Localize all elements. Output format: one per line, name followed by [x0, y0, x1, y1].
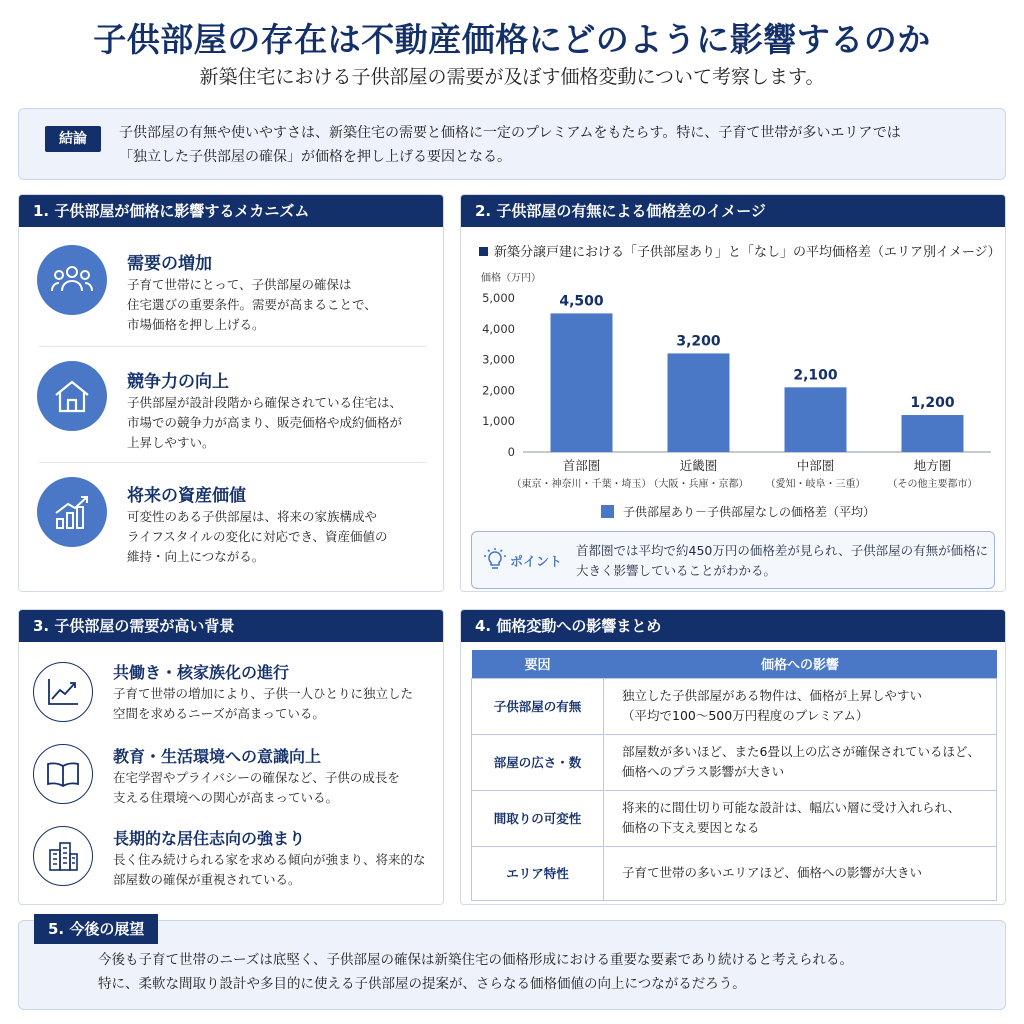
bar	[668, 353, 730, 452]
effect-cell	[604, 734, 997, 790]
outlook-text	[98, 948, 978, 996]
conclusion-text	[119, 121, 989, 169]
x-tick-label: 地方圏	[913, 458, 952, 473]
mechanism-title: 競争力の向上	[127, 372, 229, 392]
y-tick-label: 4,000	[482, 321, 515, 336]
body-line: 部屋数の確保が重視されている。	[113, 872, 301, 887]
y-tick-label: 0	[507, 445, 515, 459]
column-header: 価格への影響	[604, 650, 997, 678]
data-label: 1,200	[910, 395, 955, 412]
y-tick-label: 2,000	[482, 383, 515, 398]
effect-line: （平均で100〜500万円程度のプレミアム）	[622, 708, 869, 723]
table-row	[472, 790, 997, 846]
factor-cell: エリア特性	[472, 846, 604, 900]
page-subtitle: 新築住宅における子供部屋の需要が及ぼす価格変動について考察します。	[199, 66, 825, 88]
effect-line: 独立した子供部屋がある物件は、価格が上昇しやすい	[622, 688, 923, 703]
section-price-gap	[460, 194, 1006, 592]
x-tick-label: 中部圏	[796, 458, 835, 473]
column-header: 要因	[472, 650, 604, 678]
effect-cell	[604, 790, 997, 846]
mechanism-body	[127, 393, 427, 453]
y-tick-label: 3,000	[482, 352, 515, 367]
y-tick-label: 5,000	[482, 291, 515, 305]
mechanism-title: 将来の資産価値	[127, 486, 246, 506]
effect-line: 子育て世帯の多いエリアほど、価格への影響が大きい	[622, 865, 923, 880]
page-title: 子供部屋の存在は不動産価格にどのように影響するのか	[93, 20, 931, 59]
body-line: 住宅選びの重要条件。需要が高まることで、	[127, 297, 377, 312]
body-line: 可変性のある子供部屋は、将来の家族構成や	[127, 509, 378, 524]
section-demand-background	[18, 609, 444, 905]
divider	[39, 346, 427, 347]
conclusion-line: 子供部屋の有無や使いやすさは、新築住宅の需要と価格に一定のプレミアムをもたらす。特に、子育て世帯が多いエリアでは	[119, 125, 901, 141]
x-tick-sublabel: （愛知・岐阜・三重）	[765, 479, 866, 490]
point-text	[576, 541, 988, 581]
lightbulb-icon	[484, 548, 506, 576]
background-body	[113, 768, 443, 808]
background-body	[113, 850, 443, 890]
section-heading: 3. 子供部屋の需要が高い背景	[19, 610, 443, 642]
background-title: 共働き・核家族化の進行	[113, 663, 290, 682]
factor-cell: 部屋の広さ・数	[472, 734, 604, 790]
background-title: 教育・生活環境への意識向上	[113, 747, 322, 766]
mechanism-body	[127, 275, 427, 335]
buildings-icon	[33, 826, 93, 886]
body-line: 子育て世帯の増加により、子供一人ひとりに独立した	[113, 686, 414, 701]
growth-chart-icon	[37, 477, 107, 547]
outlook-line: 特に、柔軟な間取り設計や多目的に使える子供部屋の提案が、さらなる価格価値の向上につながるだろう。	[98, 976, 746, 992]
data-label: 3,200	[676, 333, 721, 350]
x-tick-sublabel: （東京・神奈川・千葉・埼玉）	[511, 479, 652, 490]
point-line: 首都圏では平均で約450万円の価格差が見られ、子供部屋の有無が価格に	[576, 543, 989, 558]
point-line: 大きく影響していることがわかる。	[576, 563, 777, 578]
outlook-heading: 5. 今後の展望	[34, 914, 158, 944]
conclusion-box	[18, 108, 1006, 180]
book-icon	[33, 744, 93, 804]
body-line: 在宅学習やプライバシーの確保など、子供の成長を	[113, 770, 400, 785]
legend-swatch	[601, 505, 614, 518]
section-impact-summary	[460, 609, 1006, 905]
body-line: 市場での競争力が高まり、販売価格や成約価格が	[127, 415, 403, 430]
house-icon	[37, 361, 107, 431]
legend-label: 子供部屋あり－子供部屋なしの価格差（平均）	[623, 505, 876, 519]
chart-heading-text: 新築分譲戸建における「子供部屋あり」と「なし」の平均価格差（エリア別イメージ）	[494, 245, 1001, 260]
effect-line: 部屋数が多いほど、また6畳以上の広さが確保されているほど、	[622, 744, 980, 759]
body-line: 子育て世帯にとって、子供部屋の確保は	[127, 277, 352, 292]
y-axis-label: 価格（万円）	[481, 273, 541, 284]
effect-cell	[604, 846, 997, 900]
trend-line-icon	[33, 662, 93, 722]
body-line: 支える住環境への関心が高まっている。	[113, 790, 339, 805]
conclusion-line: 「独立した子供部屋の確保」が価格を押し上げる要因となる。	[119, 149, 511, 165]
section-heading: 2. 子供部屋の有無による価格差のイメージ	[461, 195, 1005, 227]
bar	[902, 415, 964, 452]
bar	[551, 313, 613, 452]
chart-heading	[479, 241, 1001, 260]
effect-line: 将来的に間仕切り可能な設計は、幅広い層に受け入れられ、	[622, 800, 961, 815]
body-line: 上昇しやすい。	[127, 435, 215, 450]
section-heading: 4. 価格変動への影響まとめ	[461, 610, 1005, 642]
body-line: 子供部屋が設計段階から確保されている住宅は、	[127, 395, 403, 410]
table-header-row	[472, 650, 997, 678]
data-label: 2,100	[793, 367, 838, 384]
section-heading: 1. 子供部屋が価格に影響するメカニズム	[19, 195, 443, 227]
bar-chart	[461, 265, 1007, 525]
effect-line: 価格の下支え要因となる	[622, 820, 760, 835]
body-line: 市場価格を押し上げる。	[127, 317, 265, 332]
point-label: ポイント	[510, 555, 563, 570]
body-line: ライフスタイルの変化に対応でき、資産価値の	[127, 529, 388, 544]
body-line: 長く住み続けられる家を求める傾向が強まり、将来的な	[113, 852, 426, 867]
effect-line: 価格へのプラス影響が大きい	[622, 764, 785, 779]
outlook-line: 今後も子育て世帯のニーズは底堅く、子供部屋の確保は新築住宅の価格形成における重要な要素であり続けると考えられる。	[98, 952, 854, 968]
body-line: 維持・向上につながる。	[127, 549, 265, 564]
people-icon	[37, 245, 107, 315]
factor-cell: 子供部屋の有無	[472, 678, 604, 734]
point-box	[471, 531, 995, 589]
x-tick-sublabel: （大阪・兵庫・京都）	[648, 479, 749, 490]
background-body	[113, 684, 443, 724]
x-tick-sublabel: （その他主要都市）	[887, 479, 978, 490]
section-mechanism	[18, 194, 444, 592]
y-tick-label: 1,000	[482, 414, 515, 429]
mechanism-body	[127, 507, 427, 567]
square-bullet-icon	[479, 247, 488, 256]
conclusion-badge: 結論	[45, 126, 101, 152]
table-row	[472, 678, 997, 734]
bar	[785, 387, 847, 452]
effect-cell	[604, 678, 997, 734]
body-line: 空間を求めるニーズが高まっている。	[113, 706, 325, 721]
x-tick-label: 近畿圏	[679, 458, 718, 473]
x-tick-label: 首部圏	[562, 458, 601, 473]
data-label: 4,500	[559, 293, 604, 310]
impact-table	[471, 650, 997, 901]
factor-cell: 間取りの可変性	[472, 790, 604, 846]
divider	[39, 462, 427, 463]
table-row	[472, 734, 997, 790]
background-title: 長期的な居住志向の強まり	[113, 829, 306, 848]
table-row	[472, 846, 997, 900]
mechanism-title: 需要の増加	[127, 254, 212, 274]
